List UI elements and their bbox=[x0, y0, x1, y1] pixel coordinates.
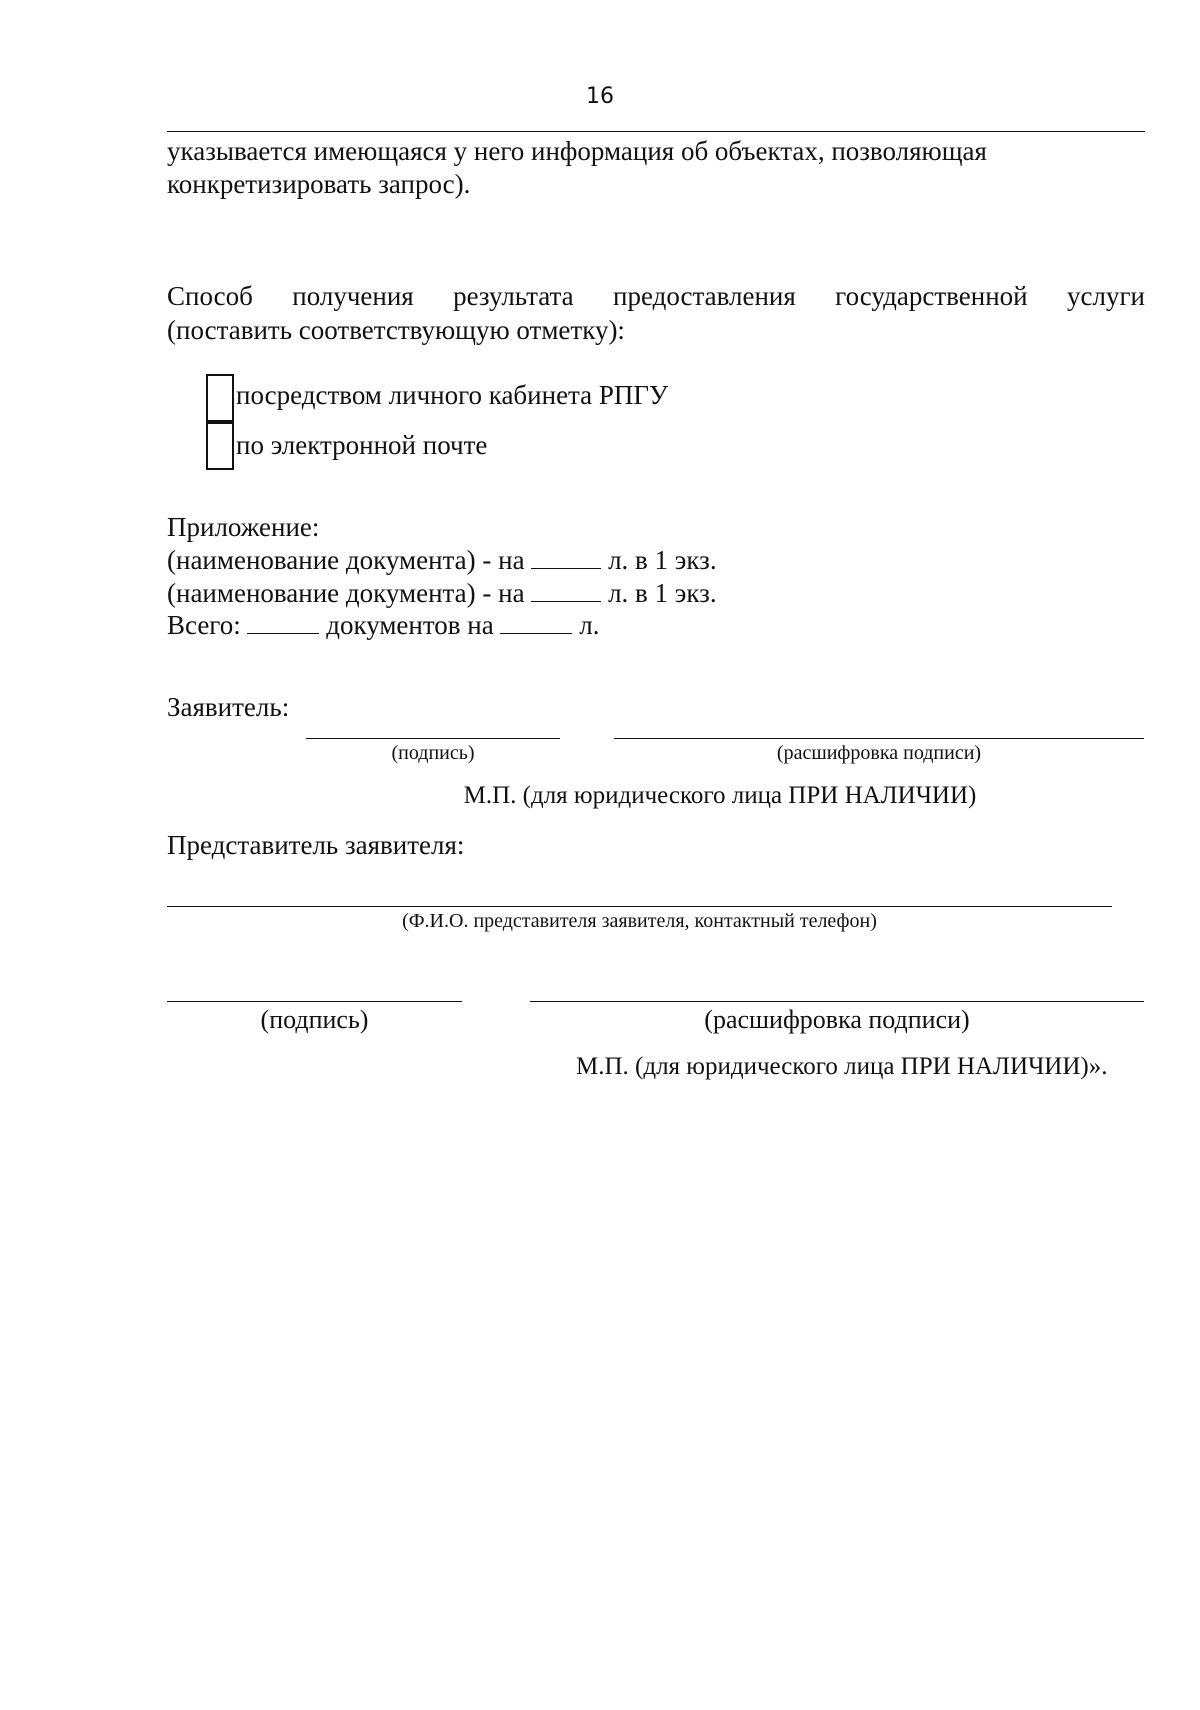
option-email-label: по электронной почте bbox=[236, 430, 488, 460]
intro-line-2: конкретизировать запрос). bbox=[167, 169, 471, 199]
representative-fio-line[interactable] bbox=[167, 906, 1112, 907]
applicant-signature-line[interactable] bbox=[306, 738, 560, 739]
representative-fio-caption: (Ф.И.О. представителя заявителя, контактный телефон) bbox=[402, 910, 877, 932]
sheets-count-blank[interactable] bbox=[531, 577, 601, 602]
attachment-row-prefix: (наименование документа) - на bbox=[167, 578, 525, 608]
checkbox-personal-cabinet[interactable] bbox=[206, 374, 234, 422]
sheets-count-blank[interactable] bbox=[531, 544, 601, 569]
representative-title: Представитель заявителя: bbox=[167, 830, 465, 860]
intro-line-1: указывается имеющаяся у него информация об объектах, позволяющая bbox=[167, 136, 987, 166]
attachment-row-prefix: (наименование документа) - на bbox=[167, 545, 525, 575]
applicant-stamp-note: М.П. (для юридического лица ПРИ НАЛИЧИИ) bbox=[463, 782, 977, 809]
attachment-row bbox=[167, 576, 717, 610]
documents-count-blank[interactable] bbox=[247, 609, 319, 634]
total-sheets-blank[interactable] bbox=[500, 609, 572, 634]
applicant-title: Заявитель: bbox=[167, 692, 290, 722]
checkbox-email[interactable] bbox=[206, 422, 234, 470]
applicant-decryption-line[interactable] bbox=[614, 738, 1144, 739]
attachments-total bbox=[167, 608, 599, 642]
method-line-1: Способ получения результата предоставления государственной услуги bbox=[167, 281, 1145, 311]
total-prefix: Всего: bbox=[167, 610, 241, 640]
attachments-title: Приложение: bbox=[167, 512, 320, 542]
page-number: 16 bbox=[586, 84, 614, 109]
total-suffix: л. bbox=[579, 610, 600, 640]
applicant-signature-caption: (подпись) bbox=[391, 742, 475, 764]
representative-stamp-note: М.П. (для юридического лица ПРИ НАЛИЧИИ)». bbox=[576, 1053, 1108, 1080]
option-personal-cabinet-label: посредством личного кабинета РПГУ bbox=[236, 380, 669, 410]
attachment-row-suffix: л. в 1 экз. bbox=[608, 578, 717, 608]
representative-decryption-line[interactable] bbox=[530, 1001, 1144, 1002]
representative-decryption-caption: (расшифровка подписи) bbox=[704, 1005, 970, 1034]
total-middle: документов на bbox=[326, 610, 494, 640]
attachment-row-suffix: л. в 1 экз. bbox=[608, 545, 717, 575]
representative-signature-line[interactable] bbox=[167, 1001, 462, 1002]
attachment-row bbox=[167, 543, 717, 577]
header-rule bbox=[167, 131, 1145, 132]
representative-signature-caption: (подпись) bbox=[260, 1005, 369, 1034]
method-line-2: (поставить соответствующую отметку): bbox=[167, 315, 625, 345]
applicant-decryption-caption: (расшифровка подписи) bbox=[776, 742, 982, 764]
